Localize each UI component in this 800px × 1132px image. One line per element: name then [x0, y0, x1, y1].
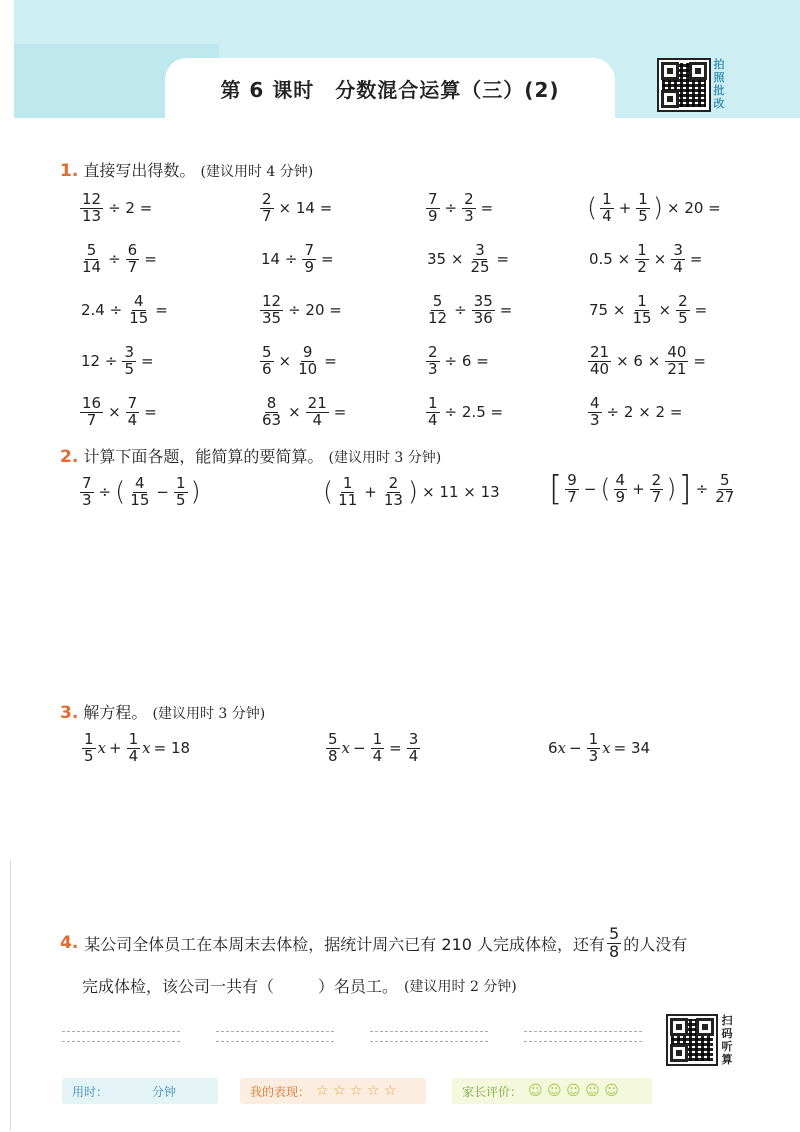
answer-line[interactable] [524, 1031, 642, 1032]
time-used-box: 用时： 分钟 [62, 1078, 218, 1104]
s1-item-14: $\frac{5}{6}$ × $\frac{9}{10}$ = [262, 343, 337, 378]
s1-item-12: 75 × $\frac{1}{15}$ × $\frac{2}{5}$ = [589, 292, 708, 327]
s1-item-8: 0.5 × $\frac{1}{2}$ × $\frac{3}{4}$ = [589, 241, 703, 276]
title-box [165, 58, 615, 118]
page-margin-line [10, 860, 11, 1130]
s3-equation-3: 6 x − $\frac{1}{3}$ x = 34 [548, 730, 651, 765]
answer-line[interactable] [524, 1041, 642, 1042]
answer-line[interactable] [370, 1031, 488, 1032]
s4-line-2: 完成体检，该公司一共有（ ）名员工。 (建议用时 2 分钟) [82, 977, 517, 996]
s2-expr-3: [ $\frac{9}{7}$ − ( $\frac{4}{9}$ + $\frac{2}{7}$ ) ] ÷ $\frac{5}{27}$ [549, 469, 735, 509]
s1-item-11: $\frac{5}{12}$ ÷ $\frac{35}{36}$ = [428, 292, 513, 327]
s1-item-4: ( $\frac{1}{4}$ + $\frac{1}{5}$ ) × 20 = [587, 190, 721, 225]
s1-item-13: 12 ÷ $\frac{3}{5}$ = [81, 343, 154, 378]
s1-item-9: 2.4 ÷ $\frac{4}{15}$ = [81, 292, 168, 327]
s1-item-20: $\frac{4}{3}$ ÷ 2 × 2 = [590, 394, 683, 429]
s3-equation-2: $\frac{5}{8}$ x − $\frac{1}{4}$ = $\frac{3}{4}$ [328, 730, 419, 765]
performance-box: 我的表现： ☆ ☆ ☆ ☆ ☆ [240, 1078, 426, 1104]
s1-item-6: 14 ÷ $\frac{7}{9}$ = [261, 241, 334, 276]
s4-line-1: 4. 某公司全体员工在本周末去体检，据统计周六已有 210 人完成体检，还有 $\frac{5}{8}$ 的人没有 [60, 924, 688, 961]
s1-item-16: $\frac{21}{40}$ × 6 × $\frac{40}{21}$ = [590, 343, 706, 378]
qr-code-icon[interactable] [666, 1014, 718, 1066]
s1-item-18: $\frac{8}{63}$ × $\frac{21}{4}$ = [262, 394, 347, 429]
answer-line[interactable] [216, 1041, 334, 1042]
s1-item-17: $\frac{16}{7}$ × $\frac{7}{4}$ = [82, 394, 157, 429]
s1-item-3: $\frac{7}{9}$ ÷ $\frac{2}{3}$ = [428, 190, 494, 225]
answer-line[interactable] [216, 1031, 334, 1032]
answer-line[interactable] [370, 1041, 488, 1042]
answer-line[interactable] [62, 1041, 180, 1042]
section-1-heading: 1. 直接写出得数。 (建议用时 4 分钟) [60, 161, 314, 181]
section-2-heading: 2. 计算下面各题，能简算的要简算。 (建议用时 3 分钟) [60, 447, 442, 467]
scan-listen-label: 扫 码 听 算 [721, 1014, 733, 1066]
photo-grade-label: 拍 照 批 改 [713, 58, 725, 110]
s1-item-15: $\frac{2}{3}$ ÷ 6 = [428, 343, 489, 378]
page-title: 第 6 课时 分数混合运算（三）(2) [220, 78, 560, 102]
s1-item-2: $\frac{2}{7}$ × 14 = [262, 190, 333, 225]
parent-eval-box: 家长评价： ☺ ☺ ☺ ☺ ☺ [452, 1078, 652, 1104]
s2-expr-2: ( $\frac{1}{11}$ + $\frac{2}{13}$ ) × 11 × 13 [323, 474, 500, 509]
s3-equation-1: $\frac{1}{5}$ x + $\frac{1}{4}$ x = 18 [84, 730, 191, 765]
s1-item-19: $\frac{1}{4}$ ÷ 2.5 = [428, 394, 504, 429]
s1-item-7: 35 × $\frac{3}{25}$ = [427, 241, 510, 276]
s1-item-5: $\frac{5}{14}$ ÷ $\frac{6}{7}$ = [82, 241, 157, 276]
qr-code-icon[interactable] [657, 58, 711, 112]
s2-expr-1: $\frac{7}{3}$ ÷ ( $\frac{4}{15}$ − $\frac{1}{5}$ ) [82, 474, 201, 509]
s1-item-10: $\frac{12}{35}$ ÷ 20 = [262, 292, 342, 327]
answer-line[interactable] [62, 1031, 180, 1032]
s1-item-1: $\frac{12}{13}$ ÷ 2 = [82, 190, 153, 225]
smiley-rating-icons[interactable]: ☺ ☺ ☺ ☺ ☺ [528, 1083, 619, 1099]
star-rating-icons[interactable]: ☆ ☆ ☆ ☆ ☆ [316, 1083, 397, 1099]
section-3-heading: 3. 解方程。 (建议用时 3 分钟) [60, 703, 266, 723]
